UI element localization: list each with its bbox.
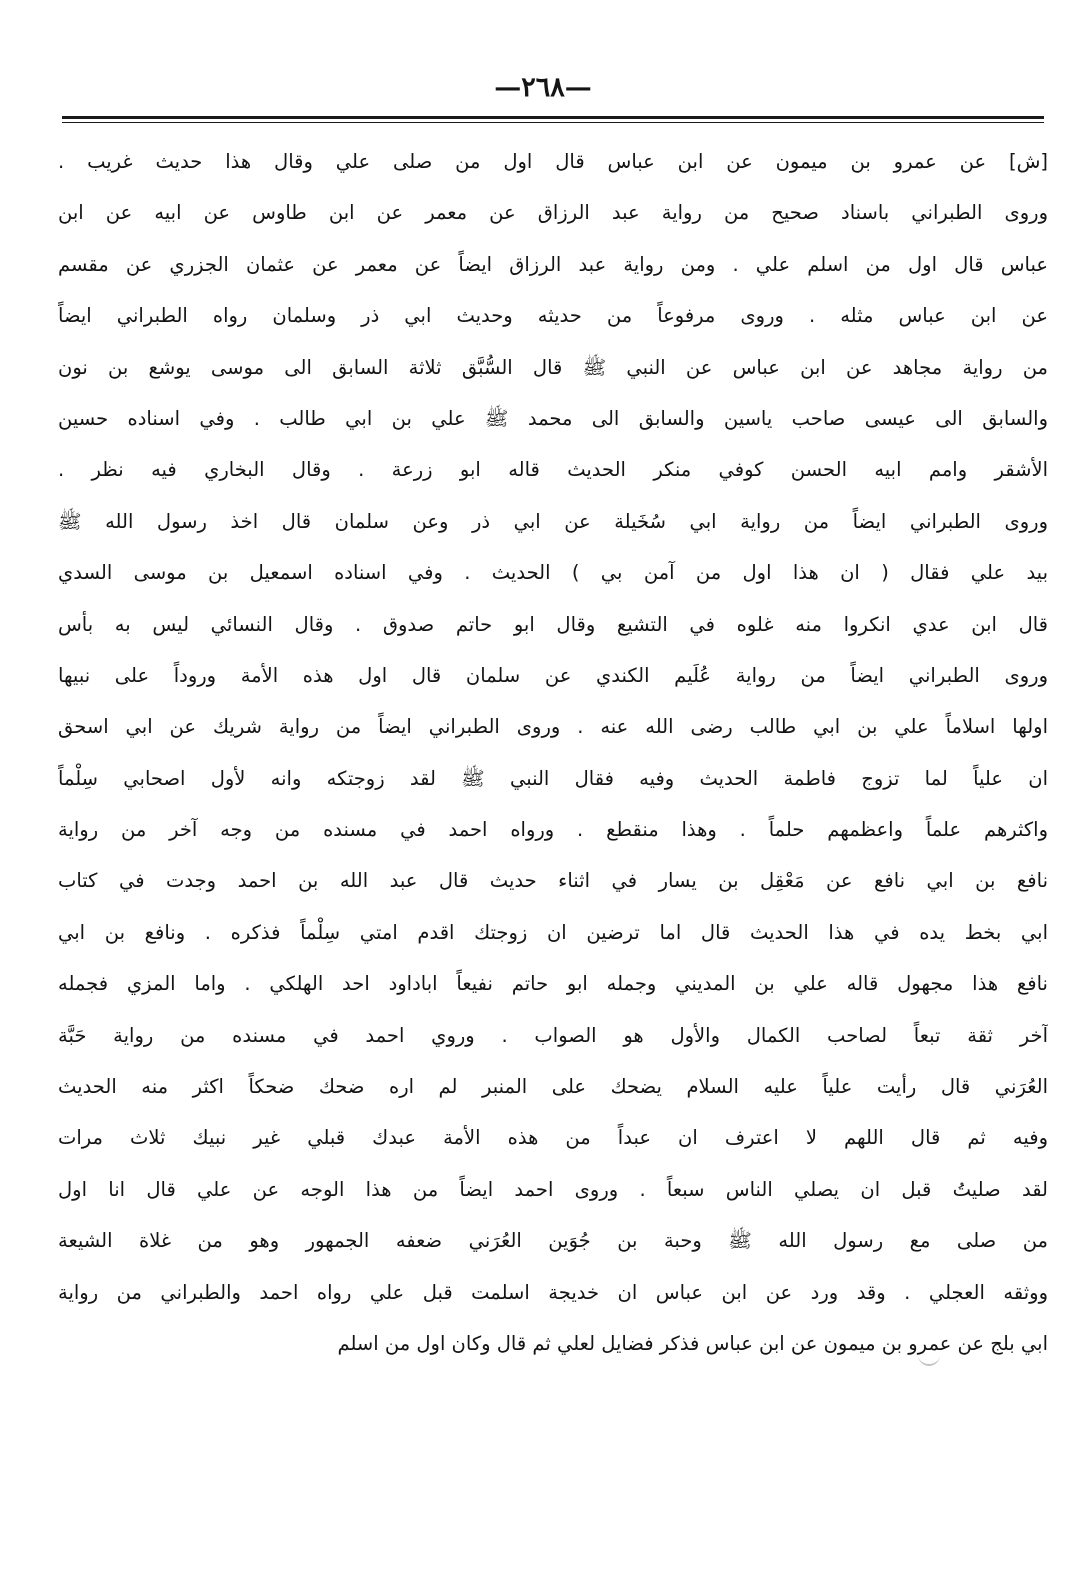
- text-line: نافع بن ابي نافع عن مَعْقِل بن يسار في اثناء حديث قال عبد الله بن احمد وجدت في كتاب: [58, 869, 1048, 893]
- text-line: آخر ثقة تبعاً لصاحب الكمال والأول هو الصواب . وروي احمد في مسنده من رواية حَبَّة: [58, 1023, 1048, 1047]
- header-rule-thin: [62, 122, 1044, 123]
- text-line: ووثقه العجلي . وقد ورد عن ابن عباس ان خديجة اسلمت قبل علي رواه احمد والطبراني من رواية: [58, 1280, 1048, 1304]
- text-line: ابي بلج عن عمرو بن ميمون عن ابن عباس فذكر فضايل لعلي ثم قال وكان اول من اسلم: [337, 1331, 1048, 1355]
- text-line: [ش] عن عمرو بن ميمون عن ابن عباس قال اول من صلى علي وقال هذا حديث غريب .: [58, 150, 1048, 173]
- body-text: [58, 136, 1048, 1369]
- text-line: وروى الطبراني ايضاً من رواية ابي سُخَيلة عن ابي ذر وعن سلمان قال اخذ رسول الله ﷺ: [58, 509, 1048, 533]
- text-line: من رواية مجاهد عن ابن عباس عن النبي ﷺ قال السُّبَّق ثلاثة السابق الى موسى يوشع بن نون: [58, 355, 1048, 379]
- page-number: —٢٦٨—: [494, 72, 592, 103]
- text-line: بيد علي فقال ( ان هذا اول من آمن بي ) الحديث . وفي اسناده اسمعيل بن موسى السدي: [58, 561, 1048, 585]
- text-line: وروى الطبراني باسناد صحيح من رواية عبد الرزاق عن معمر عن ابن طاوس عن ابيه عن ابن: [58, 201, 1048, 225]
- text-line: قال ابن عدي انكروا منه غلوه في التشيع وقال ابو حاتم صدوق . وقال النسائي ليس به بأس: [58, 612, 1048, 636]
- text-line: الأشقر وامم ابيه الحسن كوفي منكر الحديث قاله ابو زرعة . وقال البخاري فيه نظر .: [58, 458, 1048, 482]
- text-line: واكثرهم علماً واعظمهم حلماً . وهذا منقطع . ورواه احمد في مسنده من وجه آخر من رواية: [58, 818, 1048, 842]
- text-line: نافع هذا مجهول قاله علي بن المديني وجمله ابو حاتم نفيعاً اباداود احد الهلكي . واما المزي فجمله: [58, 972, 1048, 996]
- text-line: وروى الطبراني ايضاً من رواية عُلَيم الكندي عن سلمان قال اول هذه الأمة وروداً على نبيها: [58, 663, 1048, 687]
- text-line: عباس قال اول من اسلم علي . ومن رواية عبد الرزاق ايضاً عن معمر عن عثمان الجزري عن مقسم: [58, 252, 1048, 276]
- text-line: عن ابن عباس مثله . وروى مرفوعاً من حديثه وحديث ابي ذر وسلمان رواه الطبراني ايضاً: [58, 304, 1048, 328]
- text-line: ان علياً لما تزوج فاطمة الحديث وفيه فقال النبي ﷺ لقد زوجتكه وانه لأول اصحابي سِلْماً: [58, 766, 1048, 790]
- text-line: ابي بخط يده في هذا الحديث قال اما ترضين ان زوجتك اقدم امتي سِلْماً فذكره . ونافع بن ابي: [58, 920, 1048, 944]
- text-line: من صلى مع رسول الله ﷺ وحبة بن جُوَين العُرَني ضعفه الجمهور وهو من غلاة الشيعة: [58, 1229, 1048, 1253]
- text-line: لقد صليتُ قبل ان يصلي الناس سبعاً . وروى احمد ايضاً من هذا الوجه عن علي قال انا اول: [58, 1177, 1048, 1201]
- text-line: وفيه ثم قال اللهم لا اعترف ان عبداً من هذه الأمة عبدك قبلي غير نبيك ثلاث مرات: [58, 1126, 1048, 1150]
- text-line: العُرَني قال رأيت علياً عليه السلام يضحك على المنبر لم اره ضحك ضحكاً اكثر منه الحديث: [58, 1075, 1048, 1099]
- text-line: اولها اسلاماً علي بن ابي طالب رضى الله عنه . وروى الطبراني ايضاً من رواية شريك عن ابي اسحق: [58, 715, 1048, 739]
- text-line: والسابق الى عيسى صاحب ياسين والسابق الى محمد ﷺ علي بن ابي طالب . وفي اسناده حسين: [58, 406, 1048, 430]
- header-rule-thick: [62, 116, 1044, 119]
